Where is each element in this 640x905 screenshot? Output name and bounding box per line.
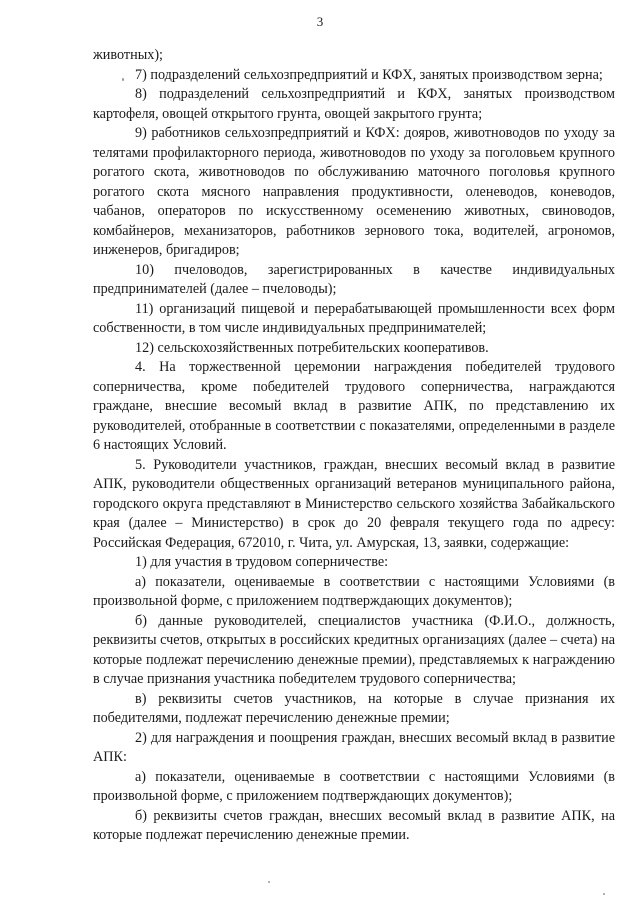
scan-speck [603,893,605,895]
page-number: 3 [316,14,324,29]
paragraph: животных); [93,47,163,63]
scan-speck [268,881,270,883]
paragraph: 4. На торжественной церемонии награждения победителей трудового соперничества, кроме победителей трудового соперничества, награждаются граждане, внесшие весомый вклад в развитие АПК, по представлению их руководителей, отобранные в соответствии с показателями, определенными в разделе 6 настоящих Условий. [93,359,615,453]
paragraph: 12) сельскохозяйственных потребительских кооперативов. [135,339,489,356]
paragraph: 8) подразделений сельхозпредприятий и КФХ, занятых производством картофеля, овощей открытого грунта, овощей закрытого грунта; [93,86,615,122]
paragraph: 5. Руководители участников, граждан, внесших весомый вклад в развитие АПК, руководители общественных организаций ветеранов муниципального района, городского округа представляют в Министерство сельского хозяйства Забайкальского края (далее – Министерство) в срок до 20 февраля текущего года по адресу: Российская Федерация, 672010, г. Чита, ул. Амурская, 13, заявки, содержащие: [93,456,615,551]
scan-speck [122,78,124,81]
paragraph: 7) подразделений сельхозпредприятий и КФХ, занятых производством зерна; [135,66,603,83]
paragraph: б) реквизиты счетов граждан, внесших весомый вклад в развитие АПК, на которые подлежат перечислению денежные премии. [93,807,615,843]
paragraph: 2) для награждения и поощрения граждан, внесших весомый вклад в развитие АПК: [93,729,615,765]
paragraph: 11) организаций пищевой и перерабатывающей промышленности всех форм собственности, в том числе индивидуальных предпринимателей; [93,300,615,336]
paragraph: а) показатели, оцениваемые в соответствии с настоящими Условиями (в произвольной форме, с приложением подтверждающих документов); [93,768,615,804]
paragraph: б) данные руководителей, специалистов участника (Ф.И.О., должность, реквизиты счетов, открытых в российских кредитных организациях (далее – счета) на которые подлежат перечислению денежные премии), представляемых к награждению в случае признания участника победителем трудового соперничества; [93,612,615,687]
paragraph: в) реквизиты счетов участников, на которые в случае признания их победителями, подлежат перечислению денежные премии; [93,690,615,726]
paragraph: 9) работников сельхозпредприятий и КФХ: дояров, животноводов по уходу за телятами профилакторного периода, животноводов по уходу за поголовьем крупного рогатого скота, животноводов по обслуживанию маточного поголовья крупного рогатого скота мясного направления продуктивности, оленеводов, коневодов, чабанов, операторов по искусственному осеменению животных, свиноводов, комбайнеров, механизаторов, работников зернового тока, водителей, агрономов, инженеров, бригадиров; [93,125,615,258]
paragraph: 10) пчеловодов, зарегистрированных в качестве индивидуальных предпринимателей (далее – пчеловоды); [93,261,615,297]
paragraph: 1) для участия в трудовом соперничестве: [135,554,389,570]
paragraph: а) показатели, оцениваемые в соответствии с настоящими Условиями (в произвольной форме, с приложением подтверждающих документов); [93,573,615,609]
document-body [93,46,615,846]
